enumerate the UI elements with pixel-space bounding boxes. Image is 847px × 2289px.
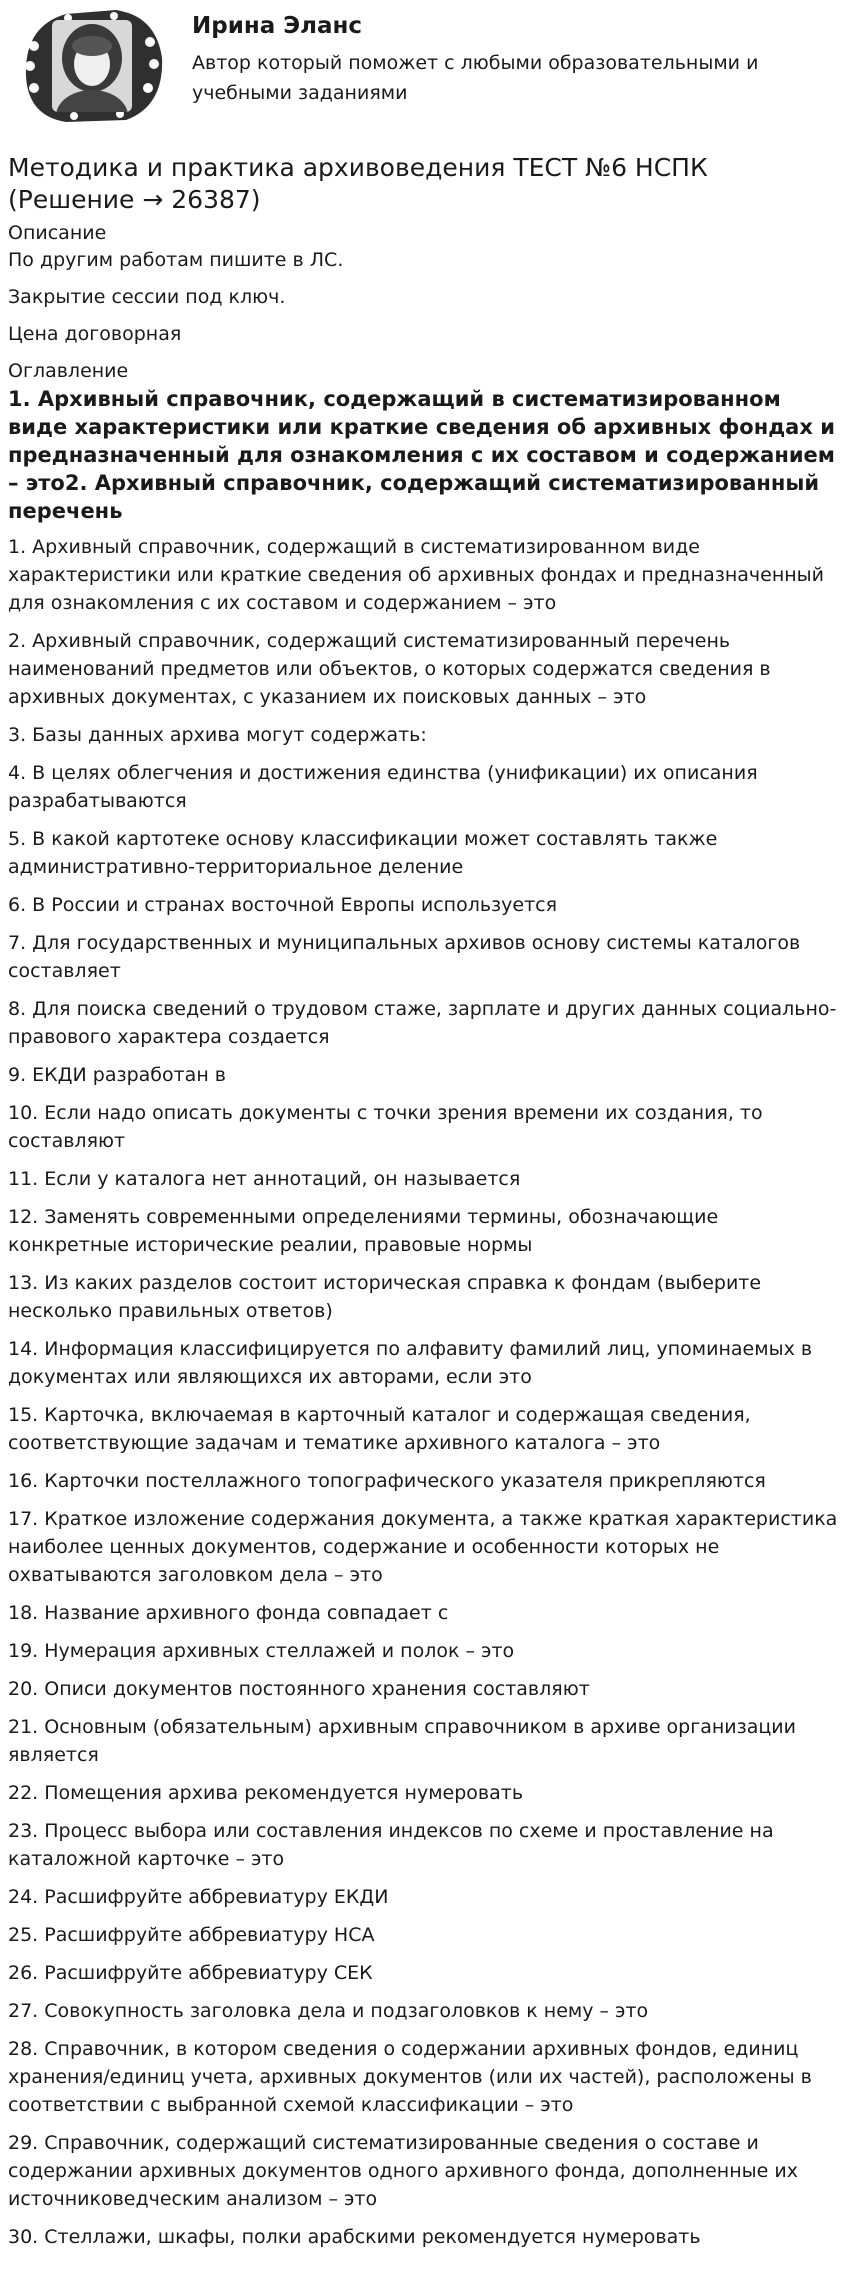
question-item: 29. Справочник, содержащий систематизированные сведения о составе и содержании архивных документов одного архивного фонда, дополненные их источниковедческим анализом – это bbox=[8, 2132, 798, 2210]
question-item: 28. Справочник, в котором сведения о содержании архивных фондов, единиц хранения/единиц учета, архивных документов (или их частей), расположены в соответствии с выбранной схемой классификации – это bbox=[8, 2038, 812, 2116]
question-item: 9. ЕКДИ разработан в bbox=[8, 1064, 226, 1086]
question-item: 13. Из каких разделов состоит историческая справка к фондам (выберите несколько правильных ответов) bbox=[8, 1272, 762, 1322]
author-description: Автор который поможет с любыми образовательными и учебными заданиями bbox=[192, 52, 759, 104]
question-item: 18. Название архивного фонда совпадает с bbox=[8, 1602, 449, 1624]
page-title: Методика и практика архивоведения ТЕСТ №6 НСПК (Решение → 26387) bbox=[8, 153, 708, 214]
question-item: 10. Если надо описать документы с точки зрения времени их создания, то составляют bbox=[8, 1102, 763, 1152]
question-list bbox=[8, 533, 839, 2251]
toc-label: Оглавление bbox=[8, 360, 129, 382]
question-item: 21. Основным (обязательным) архивным справочником в архиве организации является bbox=[8, 1716, 797, 1766]
author-name[interactable]: Ирина Эланс bbox=[192, 13, 363, 39]
question-item: 27. Совокупность заголовка дела и подзаголовков к нему – это bbox=[8, 2000, 649, 2022]
question-item: 12. Заменять современными определениями термины, обозначающие конкретные исторические реалии, правовые нормы bbox=[8, 1206, 719, 1256]
question-item: 3. Базы данных архива могут содержать: bbox=[8, 724, 427, 746]
question-item: 22. Помещения архива рекомендуется нумеровать bbox=[8, 1782, 524, 1804]
question-item: 20. Описи документов постоянного хранения составляют bbox=[8, 1678, 590, 1700]
question-item: 23. Процесс выбора или составления индексов по схеме и проставление на каталожной карточке – это bbox=[8, 1820, 774, 1870]
question-item: 2. Архивный справочник, содержащий систематизированный перечень наименований предметов или объектов, о которых содержатся сведения в архивных документах, с указанием их поисковых данных – это bbox=[8, 630, 771, 708]
description-line-2: Закрытие сессии под ключ. bbox=[8, 286, 286, 308]
author-card bbox=[8, 0, 839, 134]
question-item: 4. В целях облегчения и достижения единства (унификации) их описания разрабатываются bbox=[8, 762, 758, 812]
question-item: 1. Архивный справочник, содержащий в систематизированном виде характеристики или краткие сведения об архивных фондах и предназначенный для ознакомления с их составом и содержанием – это bbox=[8, 536, 825, 614]
question-item: 16. Карточки постеллажного топографического указателя прикрепляются bbox=[8, 1470, 766, 1492]
question-item: 14. Информация классифицируется по алфавиту фамилий лиц, упоминаемых в документах или являющихся их авторами, если это bbox=[8, 1338, 813, 1388]
question-item: 8. Для поиска сведений о трудовом стаже, зарплате и других данных социально-правового характера создается bbox=[8, 998, 837, 1048]
toc-text: 1. Архивный справочник, содержащий в систематизированном виде характеристики или краткие сведения об архивных фондах и предназначенный для ознакомления с их составом и содержанием – это2. Архивный справочник, содержащий систематизированный перечень bbox=[8, 387, 835, 523]
question-item: 26. Расшифруйте аббревиатуру СЕК bbox=[8, 1962, 373, 1984]
question-item: 30. Стеллажи, шкафы, полки арабскими рекомендуется нумеровать bbox=[8, 2226, 701, 2248]
description-line-1: По другим работам пишите в ЛС. bbox=[8, 249, 344, 271]
question-item: 25. Расшифруйте аббревиатуру НСА bbox=[8, 1924, 375, 1946]
question-item: 24. Расшифруйте аббревиатуру ЕКДИ bbox=[8, 1886, 389, 1908]
question-item: 7. Для государственных и муниципальных архивов основу системы каталогов составляет bbox=[8, 932, 801, 982]
description-line-3: Цена договорная bbox=[8, 323, 182, 345]
author-avatar-icon bbox=[16, 6, 166, 126]
question-item: 15. Карточка, включаемая в карточный каталог и содержащая сведения, соответствующие задачам и тематике архивного каталога – это bbox=[8, 1404, 751, 1454]
question-item: 5. В какой картотеке основу классификации может составлять также административно-территориальное деление bbox=[8, 828, 718, 878]
question-item: 19. Нумерация архивных стеллажей и полок – это bbox=[8, 1640, 515, 1662]
description-label: Описание bbox=[8, 222, 107, 244]
question-item: 6. В России и странах восточной Европы используется bbox=[8, 894, 558, 916]
question-item: 17. Краткое изложение содержания документа, а также краткая характеристика наиболее ценных документов, содержание и особенности которых не охватываются заголовком дела – это bbox=[8, 1508, 838, 1586]
question-item: 11. Если у каталога нет аннотаций, он называется bbox=[8, 1168, 521, 1190]
